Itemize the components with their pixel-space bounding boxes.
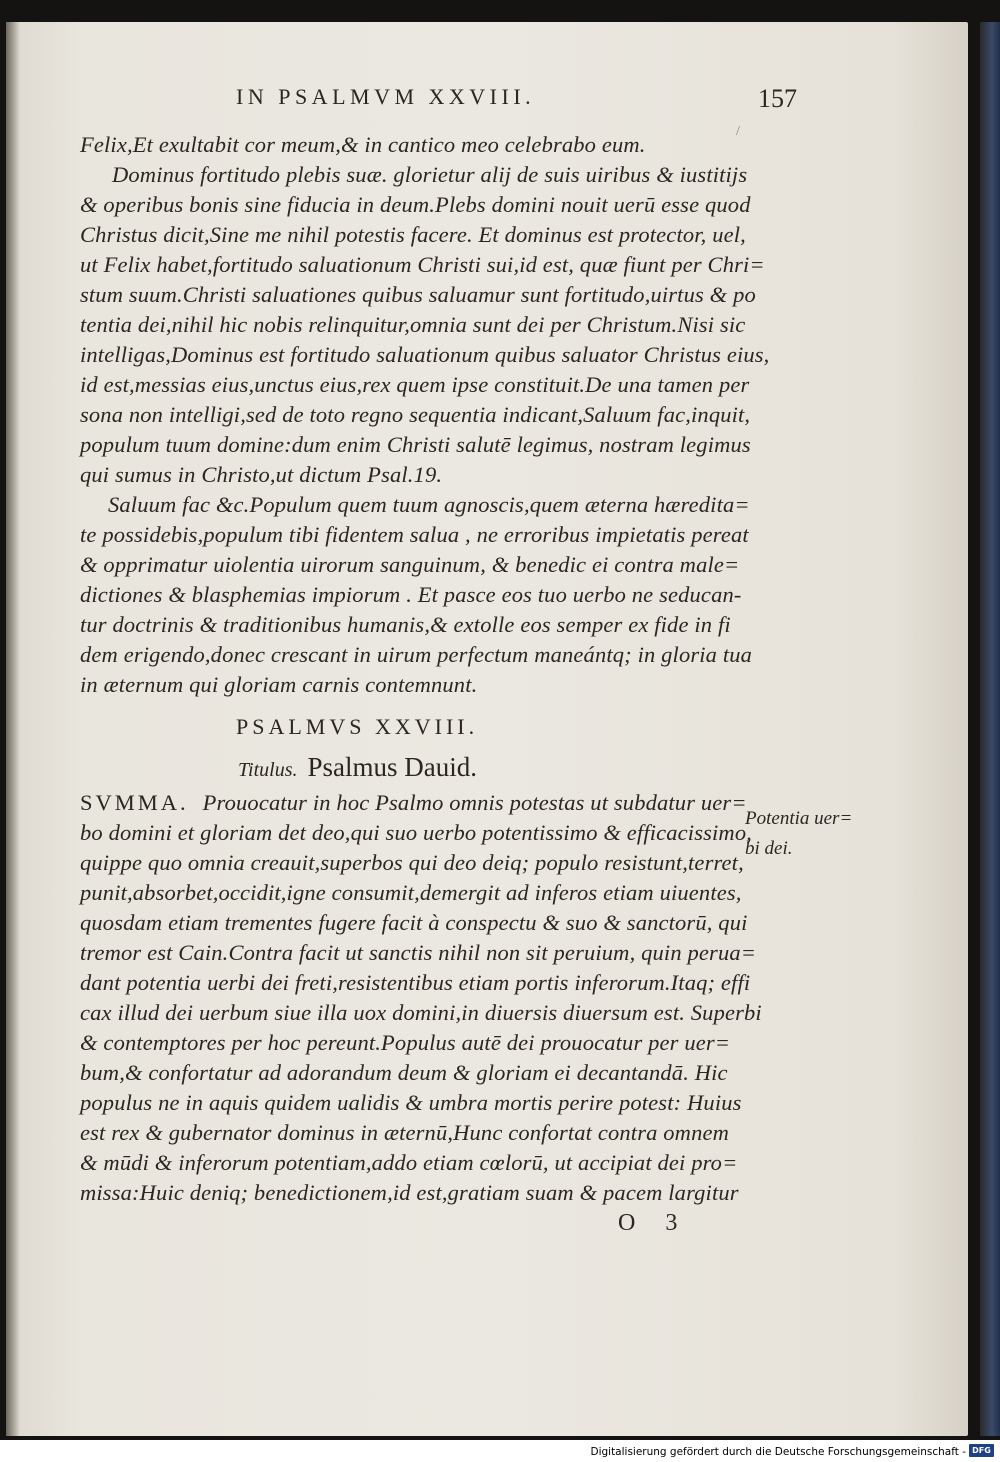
text-line: intelligas,Dominus est fortitudo saluationum quibus saluator Christus eius, xyxy=(80,342,770,367)
digitization-credit: Digitalisierung gefördert durch die Deutsche Forschungsgemeinschaft - xyxy=(590,1446,966,1458)
text-line: ut Felix habet,fortitudo saluationum Christi sui,id est, quæ fiunt per Chri= xyxy=(80,252,765,277)
text-line: & contemptores per hoc pereunt.Populus autē dei prouocatur per uer= xyxy=(80,1030,731,1055)
text-line: & opprimatur uiolentia uirorum sanguinum, & benedic ei contra male= xyxy=(80,552,740,577)
margin-note-line: Potentia uer= xyxy=(745,808,853,829)
text-line: est rex & gubernator dominus in æternū,Hunc confortat contra omnem xyxy=(80,1120,730,1145)
text-line: missa:Huic deniq; benedictionem,id est,gratiam suam & pacem largitur xyxy=(80,1180,739,1205)
margin-tick: / xyxy=(736,124,740,139)
text-line: dem erigendo,donec crescant in uirum perfectum maneántq; in gloria tua xyxy=(80,642,753,667)
text-line: Christus dicit,Sine me nihil potestis facere. Et dominus est protector, uel, xyxy=(80,222,746,247)
text-line: & mūdi & inferorum potentiam,addo etiam cœlorū, ut accipiat dei pro= xyxy=(80,1150,738,1175)
text-line: quippe quo omnia creauit,superbos qui deo deiq; populo resistunt,terret, xyxy=(80,850,744,875)
text-line: Felix,Et exultabit cor meum,& in cantico meo celebrabo eum. xyxy=(80,132,646,157)
page-number: 157 xyxy=(758,84,797,113)
running-head: IN PSALMVM XXVIII. xyxy=(236,84,536,109)
psalm-title-line xyxy=(238,752,477,783)
text-line: bum,& confortatur ad adorandum deum & gloriam ei decantandā. Hic xyxy=(80,1060,728,1085)
text-line: tentia dei,nihil hic nobis relinquitur,omnia sunt dei per Christum.Nisi sic xyxy=(80,312,746,337)
text-line: Saluum fac &c.Populum quem tuum agnoscis,quem æterna hæredita= xyxy=(108,492,750,517)
text-line: in æternum qui gloriam carnis contemnunt. xyxy=(80,672,478,697)
margin-note xyxy=(745,804,875,864)
text-line: tremor est Cain.Contra facit ut sanctis nihil non sit peruium, quin perua= xyxy=(80,940,757,965)
text-line: stum suum.Christi saluationes quibus saluamur sunt fortitudo,uirtus & po xyxy=(80,282,756,307)
summa-label: SVMMA. xyxy=(80,790,189,815)
dfg-logo: DFG xyxy=(969,1444,994,1457)
signature-mark: O 3 xyxy=(618,1210,690,1236)
text-line: sona non intelligi,sed de toto regno sequentia indicant,Saluum fac,inquit, xyxy=(80,402,751,427)
title-label: Titulus. xyxy=(238,759,298,781)
psalm-title: Psalmus Dauid. xyxy=(307,752,477,782)
text-line: id est,messias eius,unctus eius,rex quem ipse constituit.De una tamen per xyxy=(80,372,750,397)
text-line: punit,absorbet,occidit,igne consumit,demergit ad inferos etiam uiuentes, xyxy=(80,880,742,905)
text-line: dant potentia uerbi dei freti,resistentibus etiam portis inferorum.Itaq; effi xyxy=(80,970,751,995)
text-line: Dominus fortitudo plebis suæ. glorietur alij de suis uiribus & iustitijs xyxy=(112,162,748,187)
text-line: cax illud dei uerbum siue illa uox domini,in diuersis diuersum est. Superbi xyxy=(80,1000,762,1025)
text-line: & operibus bonis sine fiducia in deum.Plebs domini nouit uerū esse quod xyxy=(80,192,751,217)
text-line: tur doctrinis & traditionibus humanis,& extolle eos semper ex fide in fi xyxy=(80,612,731,637)
text-line: quosdam etiam trementes fugere facit à conspectu & suo & sanctorū, qui xyxy=(80,910,748,935)
margin-note-line: bi dei. xyxy=(745,838,793,859)
scan-color-bar xyxy=(980,22,1000,1436)
page-gutter-shadow xyxy=(6,22,20,1436)
text-line: qui sumus in Christo,ut dictum Psal.19. xyxy=(80,462,443,487)
psalm-heading: PSALMVS XXVIII. xyxy=(236,714,479,739)
summa-first-line xyxy=(80,790,747,816)
text-line: te possidebis,populum tibi fidentem salua , ne erroribus impietatis pereat xyxy=(80,522,749,547)
text-line: dictiones & blasphemias impiorum . Et pasce eos tuo uerbo ne seducan- xyxy=(80,582,742,607)
text-line: bo domini et gloriam det deo,qui suo uerbo potentissimo & efficacissimo, xyxy=(80,820,753,845)
text-line: populus ne in aquis quidem ualidis & umbra mortis perire potest: Huius xyxy=(80,1090,742,1115)
text-line: populum tuum domine:dum enim Christi salutē legimus, nostram legimus xyxy=(80,432,751,457)
text-line: Prouocatur in hoc Psalmo omnis potestas ut subdatur uer= xyxy=(202,790,747,815)
